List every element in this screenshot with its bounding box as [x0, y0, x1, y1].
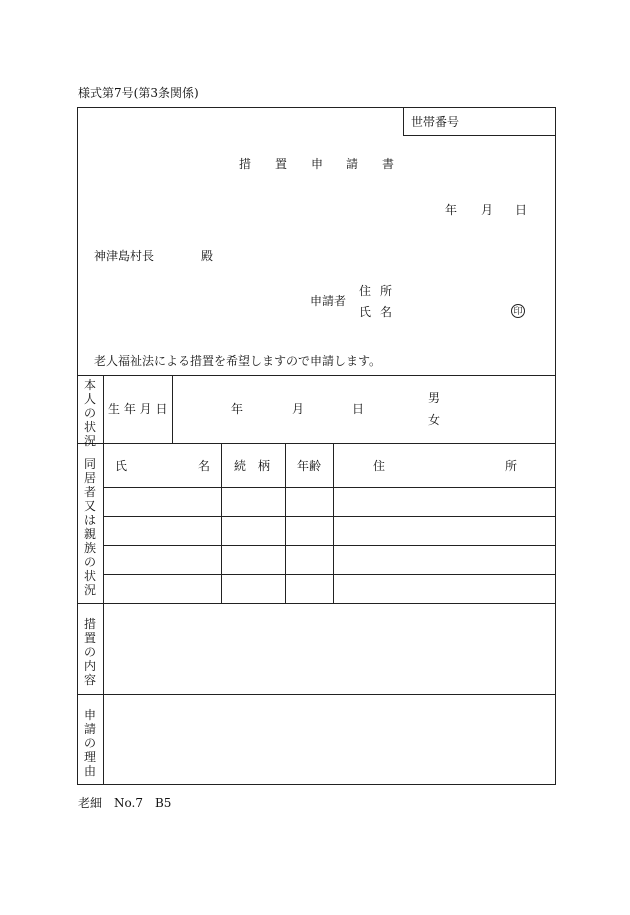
- addressee-honorific: 殿: [201, 249, 214, 263]
- reason-label: 申 請 の 理 由: [83, 708, 96, 778]
- sex-female-option[interactable]: 女: [428, 413, 441, 427]
- reason-field[interactable]: [108, 701, 550, 779]
- label-column-line: [103, 375, 104, 785]
- header-address-1: 住: [373, 459, 386, 473]
- applicant-label: 申請者: [310, 294, 347, 308]
- divider: [77, 603, 556, 604]
- person-status-label: 本 人 の 状 況: [83, 378, 96, 448]
- divider: [77, 443, 556, 444]
- applicant-address-char-1: 住: [359, 284, 372, 298]
- row-line: [103, 487, 556, 488]
- column-line: [285, 443, 286, 603]
- column-line: [221, 443, 222, 603]
- title-char-3: 申: [311, 157, 324, 171]
- seal-icon: 印: [511, 304, 525, 318]
- date-month: 月: [481, 203, 494, 217]
- date-day: 日: [515, 203, 528, 217]
- divider: [77, 375, 556, 376]
- row-line: [103, 516, 556, 517]
- applicant-name-char-2: 名: [380, 305, 393, 319]
- birth-day: 日: [352, 402, 365, 416]
- statement: 老人福祉法による措置を希望しますので申請します。: [94, 354, 382, 368]
- header-address-2: 所: [505, 459, 518, 473]
- header-name-2: 名: [198, 459, 211, 473]
- birth-date-divider: [172, 375, 173, 443]
- header-age: 年齢: [297, 459, 322, 473]
- row-line: [103, 545, 556, 546]
- applicant-address-char-2: 所: [380, 284, 393, 298]
- title-char-4: 請: [346, 157, 359, 171]
- applicant-address-field[interactable]: [400, 284, 550, 298]
- title-char-2: 置: [275, 157, 288, 171]
- title-char-1: 措: [239, 157, 252, 171]
- applicant-name-field[interactable]: [400, 305, 500, 319]
- addressee-name: 神津島村長: [94, 249, 155, 263]
- birth-date-label: 生 年 月 日: [108, 402, 168, 416]
- applicant-name-char-1: 氏: [359, 305, 372, 319]
- birth-month: 月: [292, 402, 305, 416]
- measure-content-label: 措 置 の 内 容: [83, 617, 96, 687]
- household-number-field[interactable]: [452, 115, 552, 129]
- birth-year: 年: [231, 402, 244, 416]
- divider: [77, 694, 556, 695]
- header-relation: 続 柄: [234, 459, 271, 473]
- household-number-label: 世帯番号: [411, 115, 460, 129]
- header-name-1: 氏: [115, 459, 128, 473]
- row-line: [103, 574, 556, 575]
- cohabitants-label: 同 居 者 又 は 親 族 の 状 況: [83, 457, 96, 597]
- sex-male-option[interactable]: 男: [428, 391, 441, 405]
- column-line: [333, 443, 334, 603]
- measure-content-field[interactable]: [108, 610, 550, 688]
- form-label: 様式第7号(第3条関係): [78, 86, 199, 100]
- footer-code: 老細 No.7 B5: [78, 796, 172, 810]
- title-char-5: 書: [382, 157, 395, 171]
- date-year: 年: [445, 203, 458, 217]
